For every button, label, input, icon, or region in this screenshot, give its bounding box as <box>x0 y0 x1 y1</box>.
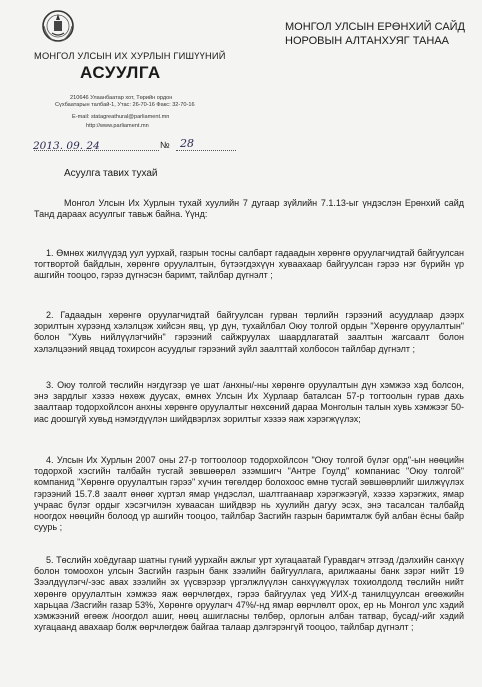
question-5: 5. Төслийн хоёдугаар шатны гүний уурхайн ажлыг урт хугацаатай Гуравдагч этгээд /дэлхийн санхүү болон томоохон улсын Засгийн газрын банк зээлийн байгууллага, арилжааны банк зэрэг нийт 19 Зээлдүүлэгч/-ээс авах зээлийн эх үүсвэрээр үргэлжлүүлэн санхүүжүүлэх тохиолдолд төслийн нийт хөрөнгө оруулалтын хэмжээ яаж өөрчлөгдөх, гэрээ байгуулах үед УИХ-д танилцуулсан өгөөжийн харьцаа /Засгийн газар 53%, Хөрөнгө оруулагч 47%/-нд ямар өөрчлөлт орох, ер нь Монгол улс хэдий хэмжээний өгөөж /ноогдол ашиг, нөөц ашигласны төлбөр, орлогын албан татвар, бусад/-ийг хэдий хугацаанд авахаар болж өөрчлөгдөж байгаа талаар дэлгэрэнгүй тооцоо, тайлбар дүгнэлт ; <box>34 555 464 633</box>
number-label: № <box>160 140 170 150</box>
addressee-block <box>285 20 475 48</box>
document-date: 2013. 09. 24 <box>33 140 100 152</box>
document-number: 28 <box>180 137 194 150</box>
question-2: 2. Гадаадын хөрөнгө оруулагчидтай байгуулсан гурван төрлийн гэрээний асуудлаар дээрх зорилтын хүрээнд хэлэлцэж хийсэн явц, үр дүн, тухайлбал Оюу толгой ордын "Хөрөнгө оруулалтын" болон "Хувь нийлүүлэгчийн" гэрээний сайжруулах шаардлагатай заалтын жагсаалт болон хэлэлцээний явцад тохирсон асуудлыг гэрээний зүйл заалттай холбосон тайлбар дүгнэлт ; <box>34 310 464 354</box>
org-name: МОНГОЛ УЛСЫН ИХ ХУРЛЫН ГИШҮҮНИЙ <box>34 51 226 61</box>
question-4: 4. Улсын Их Хурлын 2007 оны 27-р тогтоолоор тодорхойлсон "Оюу толгой бүлэг орд"-ын нөөцийн тодорхой хэсгийн талбайн тусгай зөвшөөрөл эзэмшигч "Антре Гоулд" компаниас "Оюу толгой" компанид "Хөрөнгө оруулалтын гэрээ" хүчин төгөлдөр болохоос өмнө тусгай зөвшөөрлийг шилжүүлэх гэрээний 15.7.8 заалт өнөөг хүртэл ямар үндэслэл, шалтгаанаар хэрэгжээгүй, хэзээ хэрэгжих, ямар учраас бүлэг ордыг хэсэгчилэн хуваасан шийдвэр нь хуулийн дагуу эсэх, энэ тасалсан талбайд ноогдох нөөцийн болоод үр ашгийн тооцоо, тайлбар Засгийн газрын баримталж буй албан ёсны байр суурь ; <box>34 455 464 533</box>
contact-website: http://www.parliament.mn <box>86 123 149 129</box>
doc-type-title: АСУУЛГА <box>80 63 161 82</box>
subject-line: Асуулга тавих тухай <box>64 168 158 179</box>
contact-address: 210646 Улаанбаатар хот, Төрийн ордон <box>70 95 173 101</box>
number-underline <box>176 150 236 151</box>
contact-email: E-mail: statagreathural@parliament.mn <box>72 114 170 120</box>
intro-paragraph: Монгол Улсын Их Хурлын тухай хуулийн 7 дугаар зүйлийн 7.1.13-ыг үндэслэн Ерөнхий сайд Танд дараах асуулгыг тавьж байна. Үүнд: <box>34 198 464 220</box>
state-emblem-icon <box>40 6 76 46</box>
contact-phone: Сүхбаатарын талбай-1, Утас: 26-70-16 Факс: 32-70-16 <box>55 102 195 108</box>
question-1: 1. Өмнөх жилүүдэд уул уурхай, газрын тосны салбарт гадаадын хөрөнгө оруулагчидтай байгуулсан тогтвортой байдлын, хөрөнгө оруулалтын, бүтээгдэхүүн хуваахаар байгуулсан гэрээ нэг бүрийн үр ашгийн тооцоо, гэрээ дүгнэсэн баримт, тайлбар дүгнэлт ; <box>34 248 464 281</box>
question-3: 3. Оюу толгой төслийн нэгдүгээр үе шат /анхны/-ны хөрөнгө оруулалтын дүн хэмжээ хэд болсон, энэ зардлыг хэзээ нөхөж дуусах, өмнөх Улсын Их Хурлаар баталсан 57-р тогтоолын гурав дахь заалтаар тодорхойлсон анхны хөрөнгө оруулалтыг нөхсөний дараа Монголын талын хувь хэмжээг 50-иас доошгүй хувьд нэмэгдүүлэн шийдвэрлэх зорилтыг хэзээ яаж хэрэгжүүлэх; <box>34 380 464 424</box>
date-underline <box>34 150 159 151</box>
addressee-name: НОРОВЫН АЛТАНХУЯГ ТАНАА <box>285 35 450 47</box>
addressee-title: МОНГОЛ УЛСЫН ЕРӨНХИЙ САЙД <box>285 21 466 33</box>
